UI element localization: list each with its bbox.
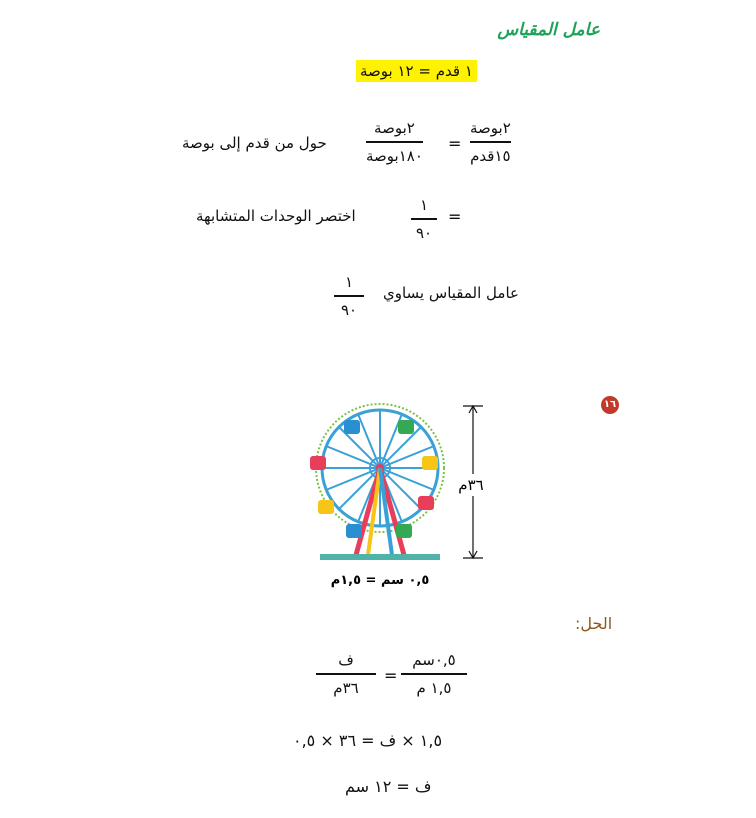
step2-fraction [411,195,437,243]
scale-label: ٠,٥ سم = ١,٥م [330,573,430,588]
height-label: ٣٦م [458,476,484,494]
solution-right-numerator: ف [338,651,354,669]
scale-factor-numerator: ١ [344,273,354,291]
solution-right-denominator: ٣٦م [333,678,359,697]
step2-note: اختصر الوحدات المتشابهة [196,207,356,225]
step1-right-numerator: ٢بوصة [374,119,415,137]
ferris-wheel-illustration [298,398,498,594]
step2-numerator: ١ [419,196,429,214]
solution-left-fraction [401,650,467,698]
fraction-bar [470,141,511,143]
solution-result-line: ف = ١٢ سم [345,777,432,796]
scale-factor-label: عامل المقياس يساوي [383,284,519,302]
conversion-highlight: ١ قدم = ١٢ بوصة [356,60,477,82]
fraction-bar [401,673,467,675]
step2-denominator: ٩٠ [415,223,433,242]
solution-right-fraction [316,650,376,698]
solution-equation-line: ١,٥ × ف = ٣٦ × ٠,٥ [293,731,443,750]
step1-left-denominator: ١٥قدم [470,146,511,165]
scale-factor-fraction [334,272,364,320]
scale-factor-denominator: ٩٠ [340,300,358,319]
section-title: عامل المقياس [497,20,600,40]
solution-label: الحل: [575,614,613,633]
solution-left-denominator: ١,٥ م [416,678,452,697]
problem-number-badge: ١٦ [601,396,619,414]
solution-equals: = [384,666,398,685]
step1-note: حول من قدم إلى بوصة [182,134,327,152]
step1-right-fraction [366,118,423,166]
fraction-bar [366,141,423,143]
step1-left-fraction [470,118,511,166]
step1-right-denominator: ١٨٠بوصة [366,146,423,165]
step2-equals: = [448,207,462,226]
fraction-bar [411,218,437,220]
wheel-base [320,554,440,560]
fraction-bar [316,673,376,675]
step1-left-numerator: ٢بوصة [470,119,511,137]
fraction-bar [334,295,364,297]
step1-equals: = [448,134,462,153]
solution-left-numerator: ٠,٥سم [412,651,456,669]
